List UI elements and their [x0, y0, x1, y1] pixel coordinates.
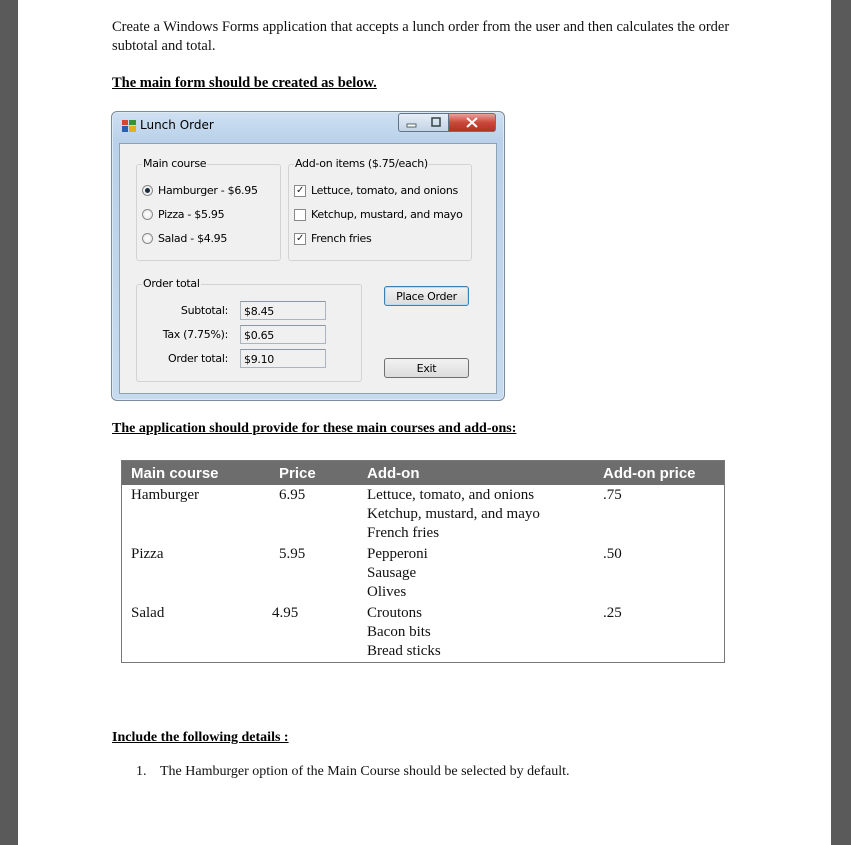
- app-icon: [122, 120, 136, 132]
- order-total-group-label: Order total: [143, 277, 200, 290]
- subtotal-label: Subtotal:: [180, 304, 228, 317]
- col-price: Price: [270, 461, 358, 486]
- checkmark-icon: ✓: [295, 184, 305, 196]
- addon-group-label: Add-on items ($.75/each): [295, 157, 428, 170]
- tax-label: Tax (7.75%):: [162, 328, 228, 341]
- col-main-course: Main course: [122, 461, 271, 486]
- order-total-field: $9.10: [240, 349, 326, 368]
- close-button[interactable]: [449, 113, 496, 132]
- menu-table: [121, 460, 725, 663]
- place-order-button[interactable]: Place Order: [384, 286, 469, 306]
- cell-price: 4.95: [272, 605, 299, 621]
- radio-salad[interactable]: Salad - $4.95: [142, 232, 227, 245]
- order-total-label: Order total:: [167, 352, 228, 365]
- detail-item-1: [136, 762, 570, 781]
- radio-selected-icon: [142, 185, 153, 196]
- cell-course: Salad: [131, 605, 165, 621]
- close-icon: [449, 114, 495, 131]
- table-row: [122, 485, 725, 544]
- form-client-area: [119, 143, 497, 394]
- details-heading: Include the following details :: [112, 730, 289, 745]
- radio-icon: [142, 209, 153, 220]
- cell-addon-price: .25: [603, 605, 622, 621]
- col-addon: Add-on: [358, 461, 594, 486]
- maximize-button[interactable]: [424, 113, 449, 132]
- main-course-group-label: Main course: [143, 157, 207, 170]
- cell-addon-price: .75: [603, 487, 622, 503]
- window-title: Lunch Order: [140, 118, 214, 132]
- cell-price: 5.95: [279, 546, 306, 562]
- cell-addons: Lettuce, tomato, and onions Ketchup, mustard, and mayo French fries: [367, 487, 540, 541]
- table-row: [122, 544, 725, 603]
- checkbox-fries[interactable]: ✓ French fries: [295, 232, 372, 245]
- document-page: [18, 0, 831, 845]
- detail-number: 1.: [136, 764, 147, 779]
- cell-price: 6.95: [279, 487, 306, 503]
- cell-addon-price: .50: [603, 546, 622, 562]
- minimize-icon: [399, 114, 424, 131]
- checkbox-empty-icon: [294, 209, 306, 221]
- table-header-row: [122, 461, 725, 486]
- table-row: [122, 603, 725, 663]
- checkbox-ketchup[interactable]: Ketchup, mustard, and mayo: [294, 208, 463, 221]
- form-heading: The main form should be created as below.: [112, 75, 377, 91]
- col-addon-price: Add-on price: [594, 461, 725, 486]
- cell-addons: Croutons Bacon bits Bread sticks: [367, 605, 441, 659]
- cell-course: Pizza: [131, 546, 164, 562]
- radio-pizza[interactable]: Pizza - $5.95: [142, 208, 224, 221]
- tax-field: $0.65: [240, 325, 326, 344]
- subtotal-field: $8.45: [240, 301, 326, 320]
- checkmark-icon: ✓: [295, 232, 305, 244]
- cell-course: Hamburger: [131, 487, 200, 503]
- checkbox-lettuce[interactable]: ✓ Lettuce, tomato, and onions: [295, 184, 458, 197]
- radio-hamburger[interactable]: Hamburger - $6.95: [142, 184, 258, 197]
- intro-paragraph: Create a Windows Forms application that accepts a lunch order from the user and then calculates the order subtotal and total.: [112, 19, 730, 54]
- maximize-icon: [424, 114, 448, 131]
- table-heading: The application should provide for these main courses and add-ons:: [112, 421, 517, 436]
- cell-addons: Pepperoni Sausage Olives: [367, 546, 428, 600]
- detail-text: The Hamburger option of the Main Course should be selected by default.: [160, 764, 570, 779]
- minimize-button[interactable]: [398, 113, 425, 132]
- lunch-order-window: [111, 111, 505, 401]
- exit-button[interactable]: Exit: [384, 358, 469, 378]
- radio-icon: [142, 233, 153, 244]
